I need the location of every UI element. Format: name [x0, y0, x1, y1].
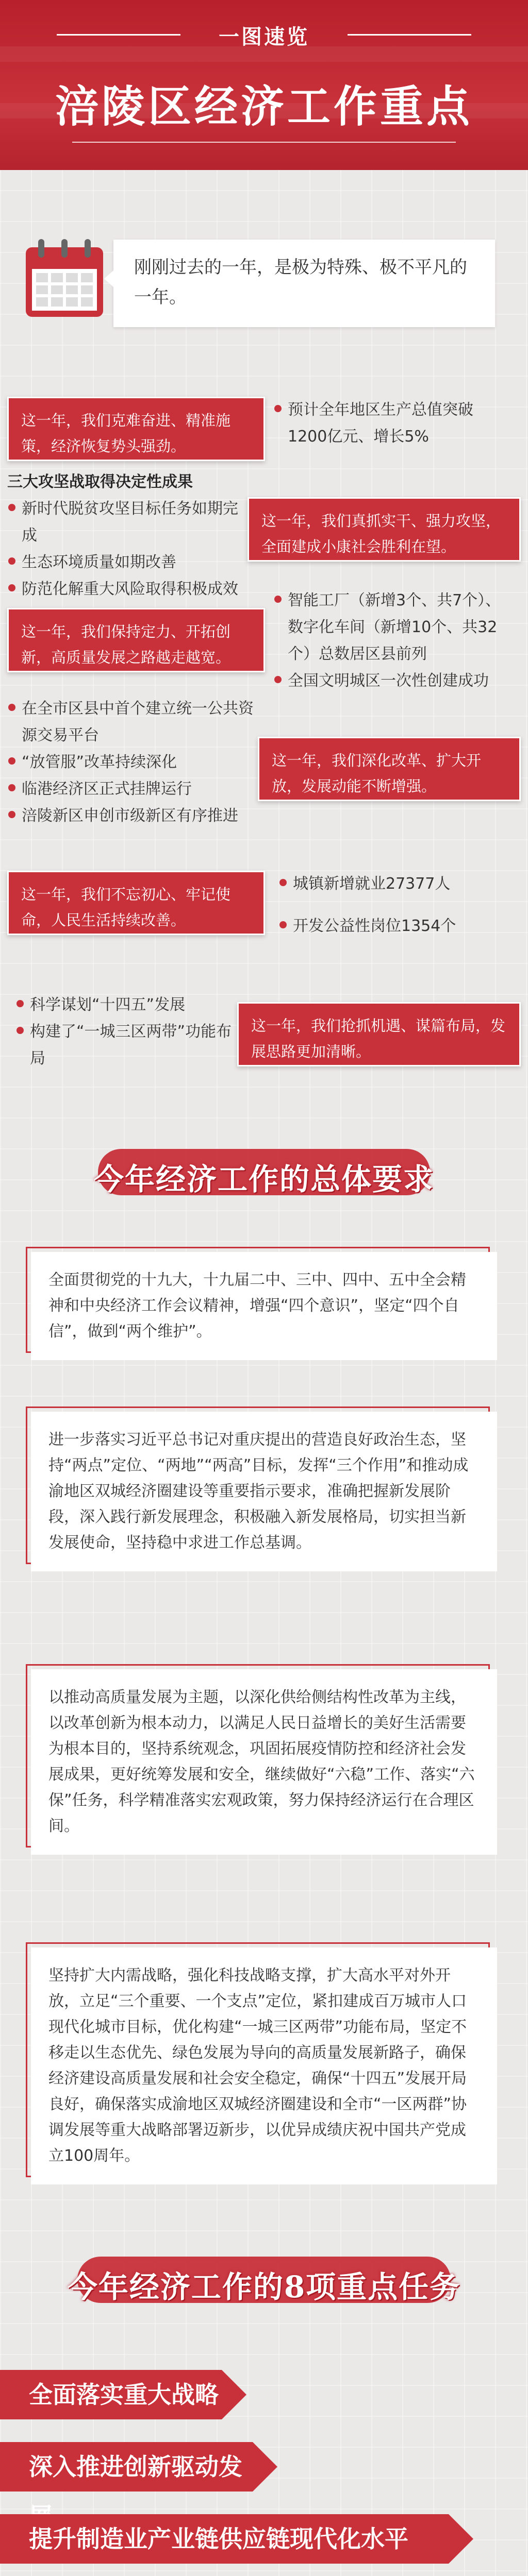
task-item: 深入推进创新驱动发	[0, 2442, 253, 2492]
requirements-title: 今年经济工作的总体要求	[93, 1162, 434, 1197]
year-summary-planning: 这一年，我们抢抓机遇、谋篇布局，发展思路更加清晰。	[237, 1002, 521, 1066]
intro-section	[26, 216, 500, 345]
list-item: 在全市区县中首个建立统一公共资源交易平台	[7, 696, 255, 749]
list-item: 构建了“一城三区两带”功能布局	[15, 1019, 232, 1072]
list-item: 科学谋划“十四五”发展	[15, 992, 232, 1019]
list-item: 全国文明城区一次性创建成功	[273, 668, 510, 694]
reform-list	[7, 696, 255, 829]
list-item: 防范化解重大风险取得积极成效	[7, 576, 250, 603]
list-item: “放管服”改革持续深化	[7, 749, 255, 776]
gdp-highlight: 预计全年地区生产总值突破1200亿元、增长5%	[273, 397, 500, 450]
year-summary-reform: 这一年，我们深化改革、扩大开放，发展动能不断增强。	[258, 737, 521, 801]
page-title: 涪陵区经济工作重点	[55, 81, 473, 132]
intro-text: 刚刚过去的一年，是极为特殊、极不平凡的一年。	[113, 240, 495, 327]
list-item: 临港经济区正式挂牌运行	[7, 776, 255, 803]
requirement-paragraph: 进一步落实习近平总书记对重庆提出的营造良好政治生态，坚持“两点”定位、“两地”“两高”目标，发挥“三个作用”和推动成渝地区双城经济圈建设等重要指示要求，准确把握新发展阶段，深入践行新发展理念，积极融入新发展格局，切实担当新发展使命，坚持稳中求进工作总基调。	[31, 1412, 497, 1571]
livelihood-list	[278, 871, 505, 940]
header-subtitle: 一图速览	[219, 25, 309, 49]
three-battles-list	[7, 469, 250, 603]
three-battles-heading: 三大攻坚战取得决定性成果	[7, 473, 193, 491]
list-item: 开发公益性岗位1354个	[278, 913, 505, 940]
calendar-icon	[26, 247, 103, 317]
header-banner	[0, 0, 528, 170]
list-item: 生态环境质量如期改善	[7, 549, 250, 576]
innovation-list	[273, 587, 510, 694]
requirement-paragraph: 以推动高质量发展为主题，以深化供给侧结构性改革为主线，以改革创新为根本动力，以满足人民日益增长的美好生活需要为根本目的，坚持系统观念，巩固拓展疫情防控和经济社会发展成果，更好统筹发展和安全，继续做好“六稳”工作、落实“六保”任务，科学精准落实宏观政策，努力保持经济运行在合理区间。	[31, 1669, 497, 1855]
list-item: 新时代脱贫攻坚目标任务如期完成	[7, 496, 250, 549]
year-summary-innovation: 这一年，我们保持定力、开拓创新，高质量发展之路越走越宽。	[7, 608, 265, 672]
tasks-title: 今年经济工作的8项重点任务	[67, 2269, 461, 2304]
planning-list	[15, 992, 232, 1072]
year-summary-livelihood: 这一年，我们不忘初心、牢记使命，人民生活持续改善。	[7, 871, 265, 935]
list-item: 涪陵新区申创市级新区有序推进	[7, 803, 255, 829]
year-summary-economy: 这一年，我们克难奋进、精准施策，经济恢复势头强劲。	[7, 397, 265, 461]
year-summary-poverty: 这一年，我们真抓实干、强力攻坚，全面建成小康社会胜利在望。	[248, 497, 521, 562]
requirement-paragraph: 坚持扩大内需战略，强化科技战略支撑，扩大高水平对外开放，立足“三个重要、一个支点”定位，紧扣建成百万城市人口现代化城市目标，优化构建“一城三区两带”功能布局，坚定不移走以生态优先、绿色发展为导向的高质量发展新路子，确保经济建设高质量发展和社会安全稳定，确保“十四五”发展开局良好，确保落实成渝地区双城经济圈建设和全市“一区两群”协调发展等重大战略部署迈新步，以优异成绩庆祝中国共产党成立100周年。	[31, 1947, 497, 2184]
task-item: 全面落实重大战略	[0, 2370, 222, 2419]
list-item: 城镇新增就业27377人	[278, 871, 505, 897]
requirement-paragraph: 全面贯彻党的十九大，十九届二中、三中、四中、五中全会精神和中央经济工作会议精神，增强“四个意识”，坚定“四个自信”，做到“两个维护”。	[31, 1252, 497, 1360]
list-item: 智能工厂（新增3个、共7个）、数字化车间（新增10个、共32个）总数居区县前列	[273, 587, 510, 668]
task-item: 提升制造业产业链供应链现代化水平	[0, 2514, 449, 2564]
